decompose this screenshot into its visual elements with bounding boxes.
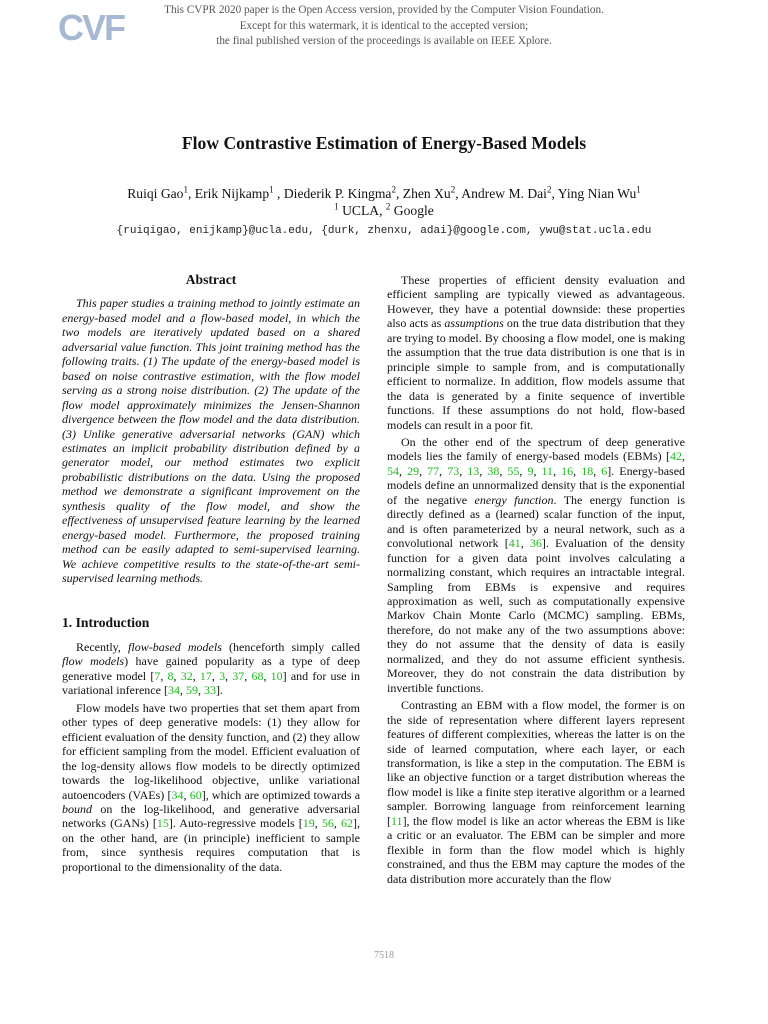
right-column (387, 273, 685, 886)
author-affiliation-mark: 1 (183, 184, 188, 195)
citation-link[interactable]: 55 (507, 463, 520, 478)
text-run: , (197, 683, 204, 698)
text-run: ) have gained popularity as a type of deep generative model [ (62, 654, 361, 683)
citation-link[interactable]: 42 (670, 449, 682, 464)
text-run: Flow models have two properties that set them apart from other types of deep generative models: (1) they allow for efficient evaluation of the density function, and (2) they allow for efficient sampling from the model. Efficient evaluation of the log-density allows flow models to be directly optimized towards the log-likelihood objective, unlike variational autoencoders (VAEs) [ (62, 700, 360, 802)
citation-link[interactable]: 18 (581, 463, 594, 478)
emphasized-term: assumptions (444, 316, 504, 331)
body-paragraph (62, 640, 360, 698)
text-run: Contrasting an EBM with a flow model, the former is on the side of representation where different layers represent features of different complexities, whereas the latter is on the side of learned computation, where each layer, or each transformation, is like a step in the computation. The EBM is like an objective function or a target distribution whereas the flow model is like a finite step iterative algorithm or a learned sampler. Borrowing language from reinforcement learning [ (387, 698, 685, 828)
watermark-line: Except for this watermark, it is identical to the accepted version; (239, 19, 529, 32)
citation-link[interactable]: 8 (167, 668, 174, 683)
text-run: , (533, 463, 542, 478)
author-name: Ying Nian Wu (557, 186, 637, 201)
citation-link[interactable]: 56 (321, 816, 334, 831)
citation-link[interactable]: 33 (203, 683, 216, 698)
text-run: ]. Evaluation of the density function for a given data point involves calculating a normalizing constant, which requires an intractable integral. Sampling from EBMs is expensive and requires approximation as well, such as computationally expensive Markov Chain Monte Carlo (MCMC) sampling. EBMs, therefore, do not make any of the two assumptions above: they do not assume that the density of data is easily normalized, and they do not assume efficient synthesis. Moreover, they do not constrain the data distribution by invertible functions. (387, 536, 685, 695)
text-run: , (499, 463, 508, 478)
intro-left-paragraphs (62, 640, 360, 874)
citation-link[interactable]: 37 (232, 668, 245, 683)
emphasized-term: flow models (62, 654, 125, 669)
citation-link[interactable]: 29 (407, 463, 420, 478)
text-run: , (573, 463, 582, 478)
citation-link[interactable]: 3 (219, 668, 226, 683)
citation-link[interactable]: 59 (185, 683, 198, 698)
body-paragraph (387, 273, 685, 432)
text-run: , (192, 668, 200, 683)
text-run: , (439, 463, 448, 478)
text-run: , (183, 787, 190, 802)
affiliation-ucla: UCLA, (338, 203, 386, 218)
text-run: ]. Energy-based models define an unnormalized density that is the exponential of the negative (387, 463, 686, 507)
text-run: , (244, 668, 252, 683)
author-name: Andrew M. Dai (461, 186, 547, 201)
author-affiliation-mark: 2 (450, 184, 456, 195)
citation-link[interactable]: 41 (508, 536, 521, 551)
citation-link[interactable]: 36 (529, 536, 542, 551)
text-run: , (333, 816, 342, 831)
affiliation-mark: 1 (334, 201, 339, 212)
author-separator: , (187, 186, 195, 201)
text-run: . The energy function is directly defined as a (learned) scalar function of the input, and is often parameterized by a neural network, such as a convolutional network [ (387, 492, 686, 551)
text-run: , (160, 668, 168, 683)
emphasized-term: bound (62, 801, 92, 816)
citation-link[interactable]: 17 (199, 668, 212, 683)
citation-link[interactable]: 10 (270, 668, 283, 683)
text-run: On the other end of the spectrum of deep generative models lies the family of energy-based models (EBMs) [ (387, 434, 685, 464)
citation-link[interactable]: 16 (561, 463, 574, 478)
author-separator: , (551, 186, 558, 201)
text-run: , (173, 668, 181, 683)
citation-link[interactable]: 54 (387, 463, 399, 478)
citation-link[interactable]: 73 (447, 463, 460, 478)
author-separator: , (395, 186, 403, 201)
text-run: , (263, 668, 271, 683)
emphasized-term: flow-based models (128, 639, 222, 654)
citation-link[interactable]: 13 (467, 463, 480, 478)
author-affiliation-mark: 1 (269, 184, 274, 195)
text-run: , (399, 463, 408, 478)
citation-link[interactable]: 34 (171, 787, 184, 802)
author-name: Erik Nijkamp (194, 186, 270, 201)
author-affiliation-mark: 2 (546, 184, 552, 195)
citation-link[interactable]: 7 (154, 668, 161, 683)
author-name: Ruiqi Gao (127, 186, 184, 201)
author-separator: , (455, 186, 462, 201)
watermark-line: This CVPR 2020 paper is the Open Access version, provided by the Computer Vision Foundation. (164, 4, 604, 16)
text-run: , (593, 463, 602, 478)
intro-right-paragraphs (387, 273, 685, 886)
author-separator: , (273, 186, 284, 201)
text-run: Recently, (76, 639, 129, 654)
citation-link[interactable]: 34 (167, 683, 180, 698)
abstract-heading: Abstract (185, 272, 237, 287)
text-run: , (211, 668, 220, 683)
cvf-logo (56, 6, 140, 46)
text-run: ], the flow model is like an actor whereas the EBM is like a critic or an evaluator. The EBM can be simpler and more flexible in form than the flow model which is highly constrained, and thus the EBM may capture the modes of the data distribution more accurately than the flow (387, 813, 685, 886)
affiliations (0, 202, 768, 219)
text-run: , (479, 463, 488, 478)
text-run: on the true data distribution that they are trying to model. By choosing a flow model, one is making the assumption that the true data distribution is one that is in principle simple to sample from, and is computationally efficient to normalize. In addition, flow models assume that the data is generated by a finite sequence of invertible functions. If these assumptions do not hold, flow-based models can result in a poor fit. (387, 316, 686, 432)
paper-title: Flow Contrastive Estimation of Energy-Based Models (181, 133, 587, 153)
text-run: ], which are optimized towards a (201, 787, 361, 802)
author-affiliation-mark: 1 (636, 184, 641, 195)
citation-link[interactable]: 19 (302, 816, 315, 831)
author-block (0, 185, 768, 219)
text-run: ], on the other hand, are (in principle) inefficient to sample from, since synthesis requires computation that is proportional to the dimensionality of the data. (62, 816, 361, 874)
text-run: These properties of efficient density evaluation and efficient sampling are typically viewed as advantageous. However, they have a potential downside: these properties also acts as (387, 273, 685, 331)
text-run: , (419, 463, 428, 478)
author-name: Zhen Xu (402, 186, 451, 201)
text-run: ]. Auto-regressive models [ (168, 816, 303, 831)
section-heading-introduction: 1. Introduction (62, 614, 150, 630)
author-affiliation-mark: 2 (391, 184, 396, 195)
text-run: , (459, 463, 468, 478)
author-name: Diederik P. Kingma (283, 186, 392, 201)
affiliation-mark: 2 (385, 201, 391, 212)
citation-link[interactable]: 60 (189, 787, 202, 802)
text-run: ] and for use in variational inference [ (62, 668, 361, 698)
text-run: , (179, 683, 186, 698)
author-list (0, 185, 768, 202)
watermark-line: the final published version of the proceedings is available on IEEE Xplore. (216, 35, 552, 47)
text-run: ]. (215, 683, 223, 698)
affiliation-google: Google (390, 203, 434, 218)
text-run: , (519, 463, 528, 478)
text-run: , (553, 463, 562, 478)
citation-link[interactable]: 9 (527, 463, 534, 478)
text-run: , (225, 668, 233, 683)
text-run: , (314, 816, 322, 831)
open-access-watermark (150, 3, 618, 50)
abstract-text: This paper studies a training method to jointly estimate an energy-based model and a flow-based model, in which the two models are iteratively updated based on a shared adversarial value function. This joint training method has the following traits. (1) The update of the energy-based model is based on noise contrastive estimation, with the flow model serving as a strong noise distribution. (2) The update of the flow model approximately minimizes the Jensen-Shannon divergence between the flow model and the data distribution. (3) Unlike generative adversarial networks (GAN) which estimates an implicit probability distribution defined by a generator model, our method estimates two explicit probabilistic distributions on the data. Using the proposed method we demonstrate a significant improvement on the synthesis quality of the flow model, and show the effectiveness of unsupervised feature learning by the learned energy-based model. Furthermore, the proposed training method can be easily adapted to semi-supervised learning. We achieve competitive results to the state-of-the-art semi-supervised learning methods. (62, 296, 360, 586)
text-run: , (520, 536, 530, 551)
text-run: , (682, 449, 685, 464)
citation-link[interactable]: 15 (156, 816, 169, 831)
citation-link[interactable]: 11 (541, 463, 554, 478)
citation-link[interactable]: 77 (427, 463, 440, 478)
citation-link[interactable]: 11 (391, 813, 403, 828)
author-emails: {ruiqigao, enijkamp}@ucla.edu, {durk, zhenxu, adai}@google.com, ywu@stat.ucla.edu (116, 225, 652, 237)
emphasized-term: energy function (474, 492, 554, 507)
text-run: on the log-likelihood, and generative adversarial networks (GANs) [ (62, 801, 360, 831)
left-column (62, 273, 360, 874)
body-paragraph (387, 698, 685, 886)
citation-link[interactable]: 62 (341, 816, 354, 831)
citation-link[interactable]: 32 (180, 668, 193, 683)
citation-link[interactable]: 38 (487, 463, 500, 478)
body-paragraph (387, 435, 685, 695)
citation-link[interactable]: 6 (601, 463, 608, 478)
page-number: 7518 (374, 950, 394, 961)
body-paragraph (62, 701, 360, 874)
cvf-logo-text: CVF (58, 7, 124, 46)
citation-link[interactable]: 68 (251, 668, 264, 683)
text-run: (henceforth simply called (221, 639, 360, 654)
